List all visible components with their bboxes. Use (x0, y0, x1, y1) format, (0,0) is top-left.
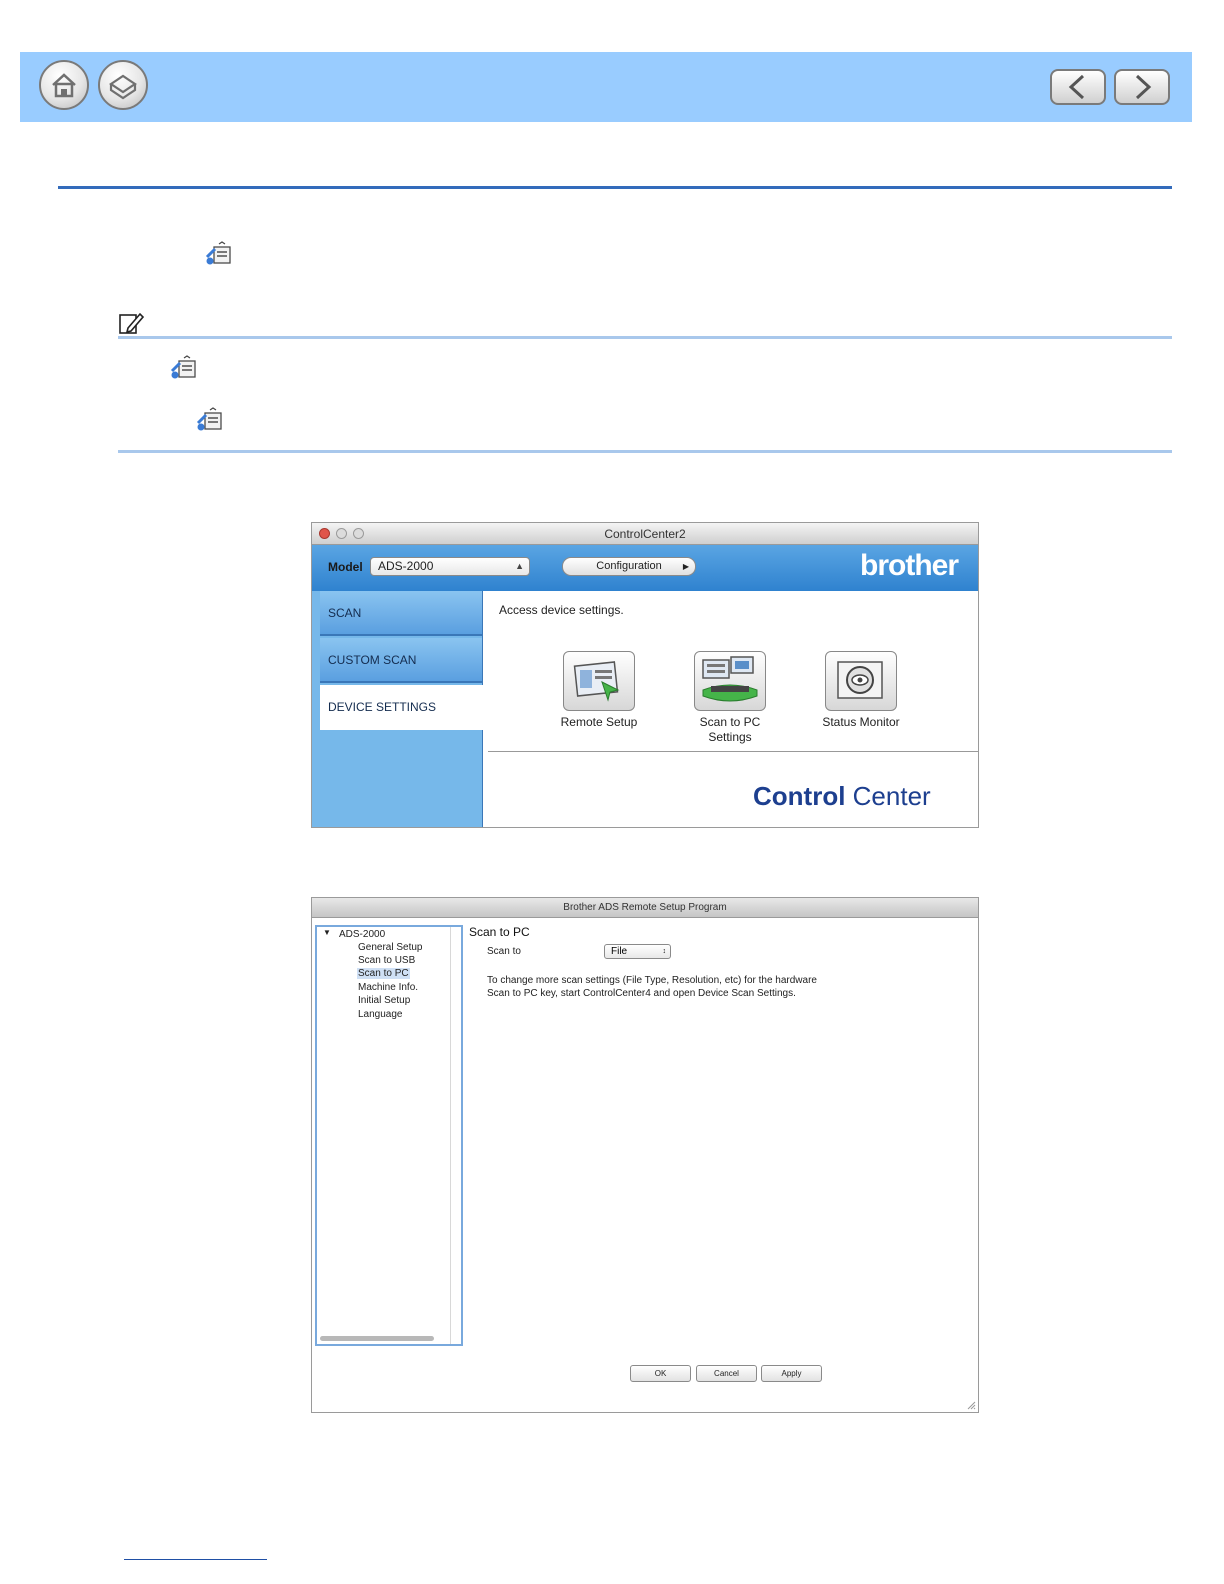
scan-to-pc-settings-button[interactable] (694, 651, 766, 711)
tab-label: CUSTOM SCAN (328, 653, 417, 667)
section-rule (58, 186, 1172, 189)
content-description: Access device settings. (499, 603, 624, 617)
settings-tree (315, 925, 463, 1346)
next-page-button[interactable] (1114, 69, 1170, 105)
controlcenter-logo (753, 781, 931, 812)
logo-regular: Center (845, 781, 931, 811)
content-divider (488, 751, 978, 752)
scan-to-value: File (611, 946, 628, 957)
scan-settings-icon (170, 355, 198, 381)
model-label: Model (328, 560, 363, 574)
remote-setup-icon (564, 652, 634, 710)
controlcenter-window (311, 522, 979, 828)
scan-settings-icon (205, 241, 233, 267)
panel-heading: Scan to PC (469, 925, 530, 939)
configuration-button[interactable] (562, 557, 696, 576)
configuration-label: Configuration (596, 560, 662, 572)
printer-icon (100, 62, 146, 108)
scan-to-label: Scan to (487, 946, 521, 957)
tab-scan[interactable] (320, 591, 482, 636)
label-line-1: Scan to PC (699, 715, 761, 729)
scan-settings-icon (196, 407, 224, 433)
note-bottom-rule (118, 450, 1172, 453)
footer-link-underline (124, 1559, 267, 1560)
horizontal-scrollbar[interactable] (320, 1336, 434, 1341)
note-top-rule (118, 336, 1172, 339)
model-select[interactable] (370, 557, 530, 576)
window-titlebar (312, 523, 978, 545)
navigation-bar (20, 52, 1192, 122)
chevron-left-icon (1052, 71, 1104, 103)
home-icon (41, 62, 87, 108)
tree-divider (450, 927, 451, 1344)
apply-button[interactable]: Apply (761, 1365, 822, 1382)
scan-to-pc-settings-icon (695, 652, 765, 710)
chevron-right-icon (1116, 71, 1168, 103)
pencil-note-icon (118, 311, 146, 335)
status-monitor-label: Status Monitor (822, 715, 900, 729)
controlcenter-sidebar (312, 591, 483, 827)
tree-item-scan-to-usb[interactable]: Scan to USB (358, 955, 416, 966)
tab-custom-scan[interactable] (320, 638, 482, 683)
scan-to-select[interactable] (604, 944, 671, 959)
status-monitor-button[interactable] (825, 651, 897, 711)
brother-logo: brother (860, 549, 958, 582)
tree-root[interactable]: ADS-2000 (339, 929, 386, 940)
tab-label: SCAN (328, 606, 362, 620)
cancel-button[interactable]: Cancel (696, 1365, 757, 1382)
tab-device-settings[interactable] (320, 685, 485, 730)
resize-grip-icon[interactable] (966, 1400, 976, 1410)
settings-note-line-1: To change more scan settings (File Type, Resolution, etc) for the hardware (487, 975, 817, 986)
tree-item-initial-setup[interactable]: Initial Setup (358, 995, 411, 1006)
status-monitor-icon (826, 652, 896, 710)
label-line-2: Settings (708, 730, 752, 744)
scan-to-pc-settings-label (675, 715, 785, 745)
settings-note-line-2: Scan to PC key, start ControlCenter4 and open Device Scan Settings. (487, 988, 796, 999)
remote-setup-window (311, 897, 979, 1413)
window-titlebar (312, 898, 978, 918)
select-arrows-icon: ▲ (515, 561, 524, 571)
printer-button[interactable] (98, 60, 148, 110)
tree-item-language[interactable]: Language (358, 1009, 403, 1020)
remote-setup-label: Remote Setup (560, 715, 638, 729)
remote-setup-button[interactable] (563, 651, 635, 711)
ok-button[interactable]: OK (630, 1365, 691, 1382)
window-title: ControlCenter2 (604, 527, 686, 541)
tab-label: DEVICE SETTINGS (328, 700, 437, 714)
triangle-right-icon: ▶ (682, 562, 689, 571)
tree-item-scan-to-pc[interactable]: Scan to PC (358, 968, 409, 979)
window-title: Brother ADS Remote Setup Program (563, 902, 727, 913)
previous-page-button[interactable] (1050, 69, 1106, 105)
triangle-down-icon[interactable]: ▼ (323, 928, 331, 937)
home-button[interactable] (39, 60, 89, 110)
logo-bold: Control (753, 781, 846, 811)
model-value: ADS-2000 (378, 559, 434, 573)
tree-item-machine-info[interactable]: Machine Info. (358, 982, 419, 993)
select-arrows-icon: ↕ (662, 948, 666, 955)
controlcenter-header (312, 545, 978, 591)
tree-item-general-setup[interactable]: General Setup (358, 942, 423, 953)
